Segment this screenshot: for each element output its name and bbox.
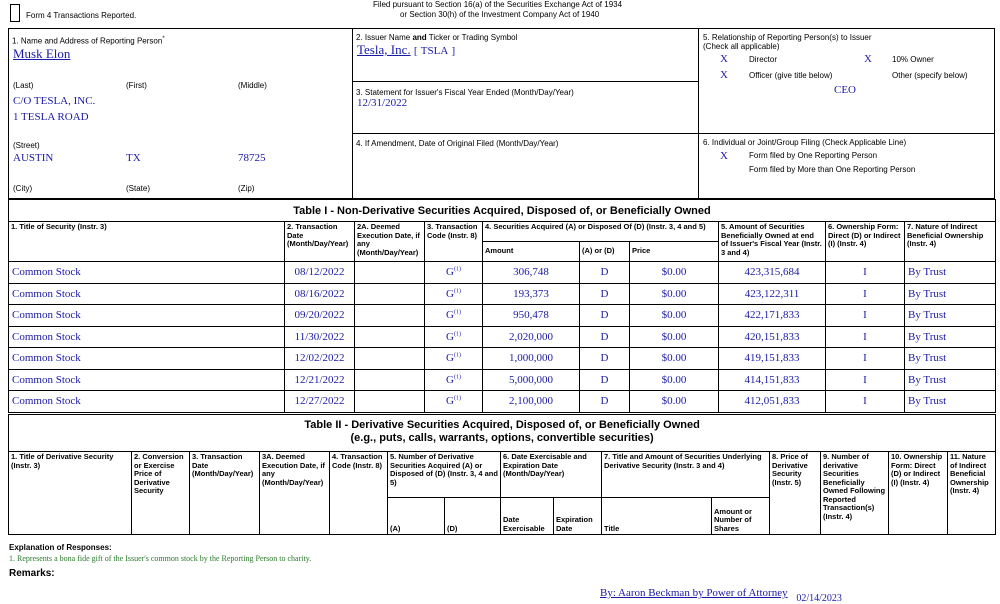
row-ad: D bbox=[580, 283, 630, 305]
t2-col-a: (A) bbox=[388, 498, 445, 535]
t2-col-date-exercisable: Date Exercisable bbox=[501, 498, 554, 535]
row-form: I bbox=[826, 391, 905, 413]
footnote-ref[interactable]: (1) bbox=[453, 266, 461, 273]
city-label: (City) bbox=[13, 184, 33, 193]
row-title: Common Stock bbox=[9, 305, 285, 327]
table-derivative bbox=[8, 414, 996, 535]
row-owned: 423,315,684 bbox=[719, 262, 826, 284]
form4-checkbox[interactable] bbox=[10, 4, 20, 22]
t2-col-title: 1. Title of Derivative Security (Instr. 3) bbox=[9, 452, 132, 535]
row-ad: D bbox=[580, 305, 630, 327]
row-title: Common Stock bbox=[9, 369, 285, 391]
t1-col-title: 1. Title of Security (Instr. 3) bbox=[9, 222, 285, 262]
row-deemed bbox=[355, 391, 425, 413]
amendment-label: 4. If Amendment, Date of Original Filed (Month/Day/Year) bbox=[356, 139, 559, 148]
row-deemed bbox=[355, 369, 425, 391]
row-amount: 2,100,000 bbox=[483, 391, 580, 413]
city-value: AUSTIN bbox=[13, 152, 54, 164]
statement-label: 3. Statement for Issuer's Fiscal Year Ended (Month/Day/Year) bbox=[356, 88, 574, 97]
row-date: 09/20/2022 bbox=[285, 305, 355, 327]
t2-col-underlying: 7. Title and Amount of Securities Underlying Derivative Security (Instr. 3 and 4) bbox=[602, 452, 770, 498]
signature-date: 02/14/2023 bbox=[796, 593, 842, 604]
officer-label: Officer (give title below) bbox=[749, 71, 833, 80]
t2-col-date: 3. Transaction Date (Month/Day/Year) bbox=[190, 452, 260, 535]
t2-col-number: 5. Number of Derivative Securities Acquired (A) or Disposed of (D) (Instr. 3, 4 and 5) bbox=[388, 452, 501, 498]
row-amount: 1,000,000 bbox=[483, 348, 580, 370]
address-line1: C/O TESLA, INC. bbox=[13, 95, 96, 107]
row-deemed bbox=[355, 262, 425, 284]
row-nature: By Trust bbox=[905, 348, 996, 370]
ten-pct-mark: X bbox=[864, 53, 872, 65]
row-code: $G^{(1)}$ bbox=[425, 283, 483, 305]
address-line2: 1 TESLA ROAD bbox=[13, 111, 89, 123]
row-deemed bbox=[355, 305, 425, 327]
row-amount: 950,478 bbox=[483, 305, 580, 327]
row-date: 11/30/2022 bbox=[285, 326, 355, 348]
row-price: $0.00 bbox=[630, 305, 719, 327]
row-code: $G^{(1)}$ bbox=[425, 369, 483, 391]
t2-col-exercisable: 6. Date Exercisable and Expiration Date (Month/Day/Year) bbox=[501, 452, 602, 498]
t1-col-date: 2. Transaction Date (Month/Day/Year) bbox=[285, 222, 355, 262]
row-ad: D bbox=[580, 262, 630, 284]
footnote-ref[interactable]: (1) bbox=[453, 352, 461, 359]
row-owned: 412,051,833 bbox=[719, 391, 826, 413]
row-code: $G^{(1)}$ bbox=[425, 305, 483, 327]
relationship-label-2: (Check all applicable) bbox=[703, 42, 780, 51]
t1-col-price: Price bbox=[630, 242, 719, 262]
t1-col-form: 6. Ownership Form: Direct (D) or Indirect (I) (Instr. 4) bbox=[826, 222, 905, 262]
zip-value: 78725 bbox=[238, 152, 266, 164]
zip-label: (Zip) bbox=[238, 184, 255, 193]
footnote-ref[interactable]: (1) bbox=[453, 331, 461, 338]
ticker-symbol: TSLA bbox=[420, 45, 449, 57]
row-deemed bbox=[355, 283, 425, 305]
issuer-name-link[interactable]: Tesla, Inc. bbox=[357, 42, 411, 57]
t2-col-price: 8. Price of Derivative Security (Instr. 5) bbox=[770, 452, 821, 535]
table2-title: Table II - Derivative Securities Acquired, Disposed of, or Beneficially Owned (e.g., puts, calls, warrants, options, convertible securities) bbox=[9, 415, 996, 452]
state-label: (State) bbox=[126, 184, 151, 193]
row-form: I bbox=[826, 348, 905, 370]
row-form: I bbox=[826, 305, 905, 327]
t1-col-acquired: 4. Securities Acquired (A) or Disposed Of (D) (Instr. 3, 4 and 5) bbox=[483, 222, 719, 242]
row-owned: 414,151,833 bbox=[719, 369, 826, 391]
row-owned: 419,151,833 bbox=[719, 348, 826, 370]
row-form: I bbox=[826, 326, 905, 348]
footnote-ref[interactable]: (1) bbox=[453, 309, 461, 316]
filing-one-mark: X bbox=[720, 150, 728, 162]
explanation-label: Explanation of Responses: bbox=[9, 543, 112, 552]
t2-col-deemed: 3A. Deemed Execution Date, if any (Month/Day/Year) bbox=[260, 452, 330, 535]
row-title: Common Stock bbox=[9, 391, 285, 413]
t2-col-expiration: Expiration Date bbox=[554, 498, 602, 535]
row-title: Common Stock bbox=[9, 283, 285, 305]
signature-link[interactable]: By: Aaron Beckman by Power of Attorney bbox=[600, 587, 788, 599]
row-amount: 193,373 bbox=[483, 283, 580, 305]
t2-col-owned: 9. Number of derivative Securities Beneficially Owned Following Reported Transaction(s) (Instr. 4) bbox=[821, 452, 889, 535]
row-nature: By Trust bbox=[905, 283, 996, 305]
row-amount: 5,000,000 bbox=[483, 369, 580, 391]
footnote-1: 1. Represents a bona fide gift of the Issuer's common stock by the Reporting Person to charity. bbox=[9, 554, 312, 563]
t1-col-ad: (A) or (D) bbox=[580, 242, 630, 262]
row-title: Common Stock bbox=[9, 262, 285, 284]
table-row bbox=[9, 283, 996, 305]
footnote-ref[interactable]: (1) bbox=[453, 288, 461, 295]
street-label: (Street) bbox=[13, 141, 40, 150]
t1-col-amount: Amount bbox=[483, 242, 580, 262]
table1-title: Table I - Non-Derivative Securities Acquired, Disposed of, or Beneficially Owned bbox=[9, 200, 996, 222]
row-nature: By Trust bbox=[905, 391, 996, 413]
filed-pursuant-line2: or Section 30(h) of the Investment Company Act of 1940 bbox=[400, 10, 600, 19]
row-price: $0.00 bbox=[630, 391, 719, 413]
row-nature: By Trust bbox=[905, 326, 996, 348]
first-label: (First) bbox=[126, 81, 147, 90]
row-owned: 423,122,311 bbox=[719, 283, 826, 305]
middle-label: (Middle) bbox=[238, 81, 267, 90]
row-code: $G^{(1)}$ bbox=[425, 391, 483, 413]
table-row bbox=[9, 262, 996, 284]
row-price: $0.00 bbox=[630, 283, 719, 305]
table-row bbox=[9, 305, 996, 327]
row-form: I bbox=[826, 283, 905, 305]
row-ad: D bbox=[580, 391, 630, 413]
row-title: Common Stock bbox=[9, 348, 285, 370]
row-price: $0.00 bbox=[630, 348, 719, 370]
row-nature: By Trust bbox=[905, 305, 996, 327]
row-deemed bbox=[355, 348, 425, 370]
row-amount: 2,020,000 bbox=[483, 326, 580, 348]
director-mark: X bbox=[720, 53, 728, 65]
row-code: $G^{(1)}$ bbox=[425, 262, 483, 284]
row-date: 08/16/2022 bbox=[285, 283, 355, 305]
issuer-name-ticker: Tesla, Inc. [ TSLA ] bbox=[357, 42, 456, 57]
row-price: $0.00 bbox=[630, 369, 719, 391]
filed-pursuant-line1: Filed pursuant to Section 16(a) of the Securities Exchange Act of 1934 bbox=[373, 0, 623, 9]
row-date: 12/21/2022 bbox=[285, 369, 355, 391]
t2-col-d: (D) bbox=[445, 498, 501, 535]
t1-col-owned: 5. Amount of Securities Beneficially Owned at end of Issuer's Fiscal Year (Instr. 3 and 4) bbox=[719, 222, 826, 262]
officer-mark: X bbox=[720, 69, 728, 81]
row-ad: D bbox=[580, 369, 630, 391]
footnote-ref[interactable]: (1) bbox=[453, 395, 461, 402]
t1-col-code: 3. Transaction Code (Instr. 8) bbox=[425, 222, 483, 262]
row-nature: By Trust bbox=[905, 369, 996, 391]
table-non-derivative bbox=[8, 199, 996, 413]
reporting-person-name[interactable]: Musk Elon bbox=[13, 46, 71, 61]
officer-title: CEO bbox=[834, 84, 856, 96]
row-title: Common Stock bbox=[9, 326, 285, 348]
row-form: I bbox=[826, 369, 905, 391]
row-date: 12/27/2022 bbox=[285, 391, 355, 413]
row-date: 12/02/2022 bbox=[285, 348, 355, 370]
filing-label: 6. Individual or Joint/Group Filing (Check Applicable Line) bbox=[703, 138, 907, 147]
row-ad: D bbox=[580, 326, 630, 348]
issuer-label: 2. Issuer Name and Ticker or Trading Symbol bbox=[356, 33, 518, 42]
form4-checkbox-label: Form 4 Transactions Reported. bbox=[26, 11, 137, 20]
row-ad: D bbox=[580, 348, 630, 370]
table-row bbox=[9, 391, 996, 413]
row-deemed bbox=[355, 326, 425, 348]
filing-one-label: Form filed by One Reporting Person bbox=[749, 151, 878, 160]
remarks-label: Remarks: bbox=[9, 568, 55, 579]
signature-line bbox=[600, 587, 842, 604]
relationship-label-1: 5. Relationship of Reporting Person(s) to Issuer bbox=[703, 33, 872, 42]
other-label: Other (specify below) bbox=[892, 71, 968, 80]
row-owned: 420,151,833 bbox=[719, 326, 826, 348]
row-price: $0.00 bbox=[630, 326, 719, 348]
t2-col-underlying-amount: Amount or Number of Shares bbox=[712, 498, 770, 535]
ten-pct-label: 10% Owner bbox=[892, 55, 934, 64]
footnote-ref[interactable]: (1) bbox=[453, 374, 461, 381]
t1-col-nature: 7. Nature of Indirect Beneficial Ownership (Instr. 4) bbox=[905, 222, 996, 262]
filing-multi-label: Form filed by More than One Reporting Person bbox=[749, 165, 916, 174]
row-code: $G^{(1)}$ bbox=[425, 326, 483, 348]
row-code: $G^{(1)}$ bbox=[425, 348, 483, 370]
row-owned: 422,171,833 bbox=[719, 305, 826, 327]
table-row bbox=[9, 369, 996, 391]
row-price: $0.00 bbox=[630, 262, 719, 284]
director-label: Director bbox=[749, 55, 778, 64]
state-value: TX bbox=[126, 152, 141, 164]
t2-col-underlying-title: Title bbox=[602, 498, 712, 535]
last-label: (Last) bbox=[13, 81, 34, 90]
t2-col-form: 10. Ownership Form: Direct (D) or Indirect (I) (Instr. 4) bbox=[889, 452, 948, 535]
t1-col-deemed: 2A. Deemed Execution Date, if any (Month/Day/Year) bbox=[355, 222, 425, 262]
statement-date: 12/31/2022 bbox=[357, 97, 408, 109]
t2-col-nature: 11. Nature of Indirect Beneficial Ownership (Instr. 4) bbox=[948, 452, 996, 535]
row-form: I bbox=[826, 262, 905, 284]
row-nature: By Trust bbox=[905, 262, 996, 284]
reporting-person-label: 1. Name and Address of Reporting Person* bbox=[12, 36, 165, 46]
row-amount: 306,748 bbox=[483, 262, 580, 284]
t2-col-conversion: 2. Conversion or Exercise Price of Derivative Security bbox=[132, 452, 190, 535]
table1-body bbox=[9, 262, 996, 413]
row-date: 08/12/2022 bbox=[285, 262, 355, 284]
t2-col-code: 4. Transaction Code (Instr. 8) bbox=[330, 452, 388, 535]
table-row bbox=[9, 348, 996, 370]
table-row bbox=[9, 326, 996, 348]
